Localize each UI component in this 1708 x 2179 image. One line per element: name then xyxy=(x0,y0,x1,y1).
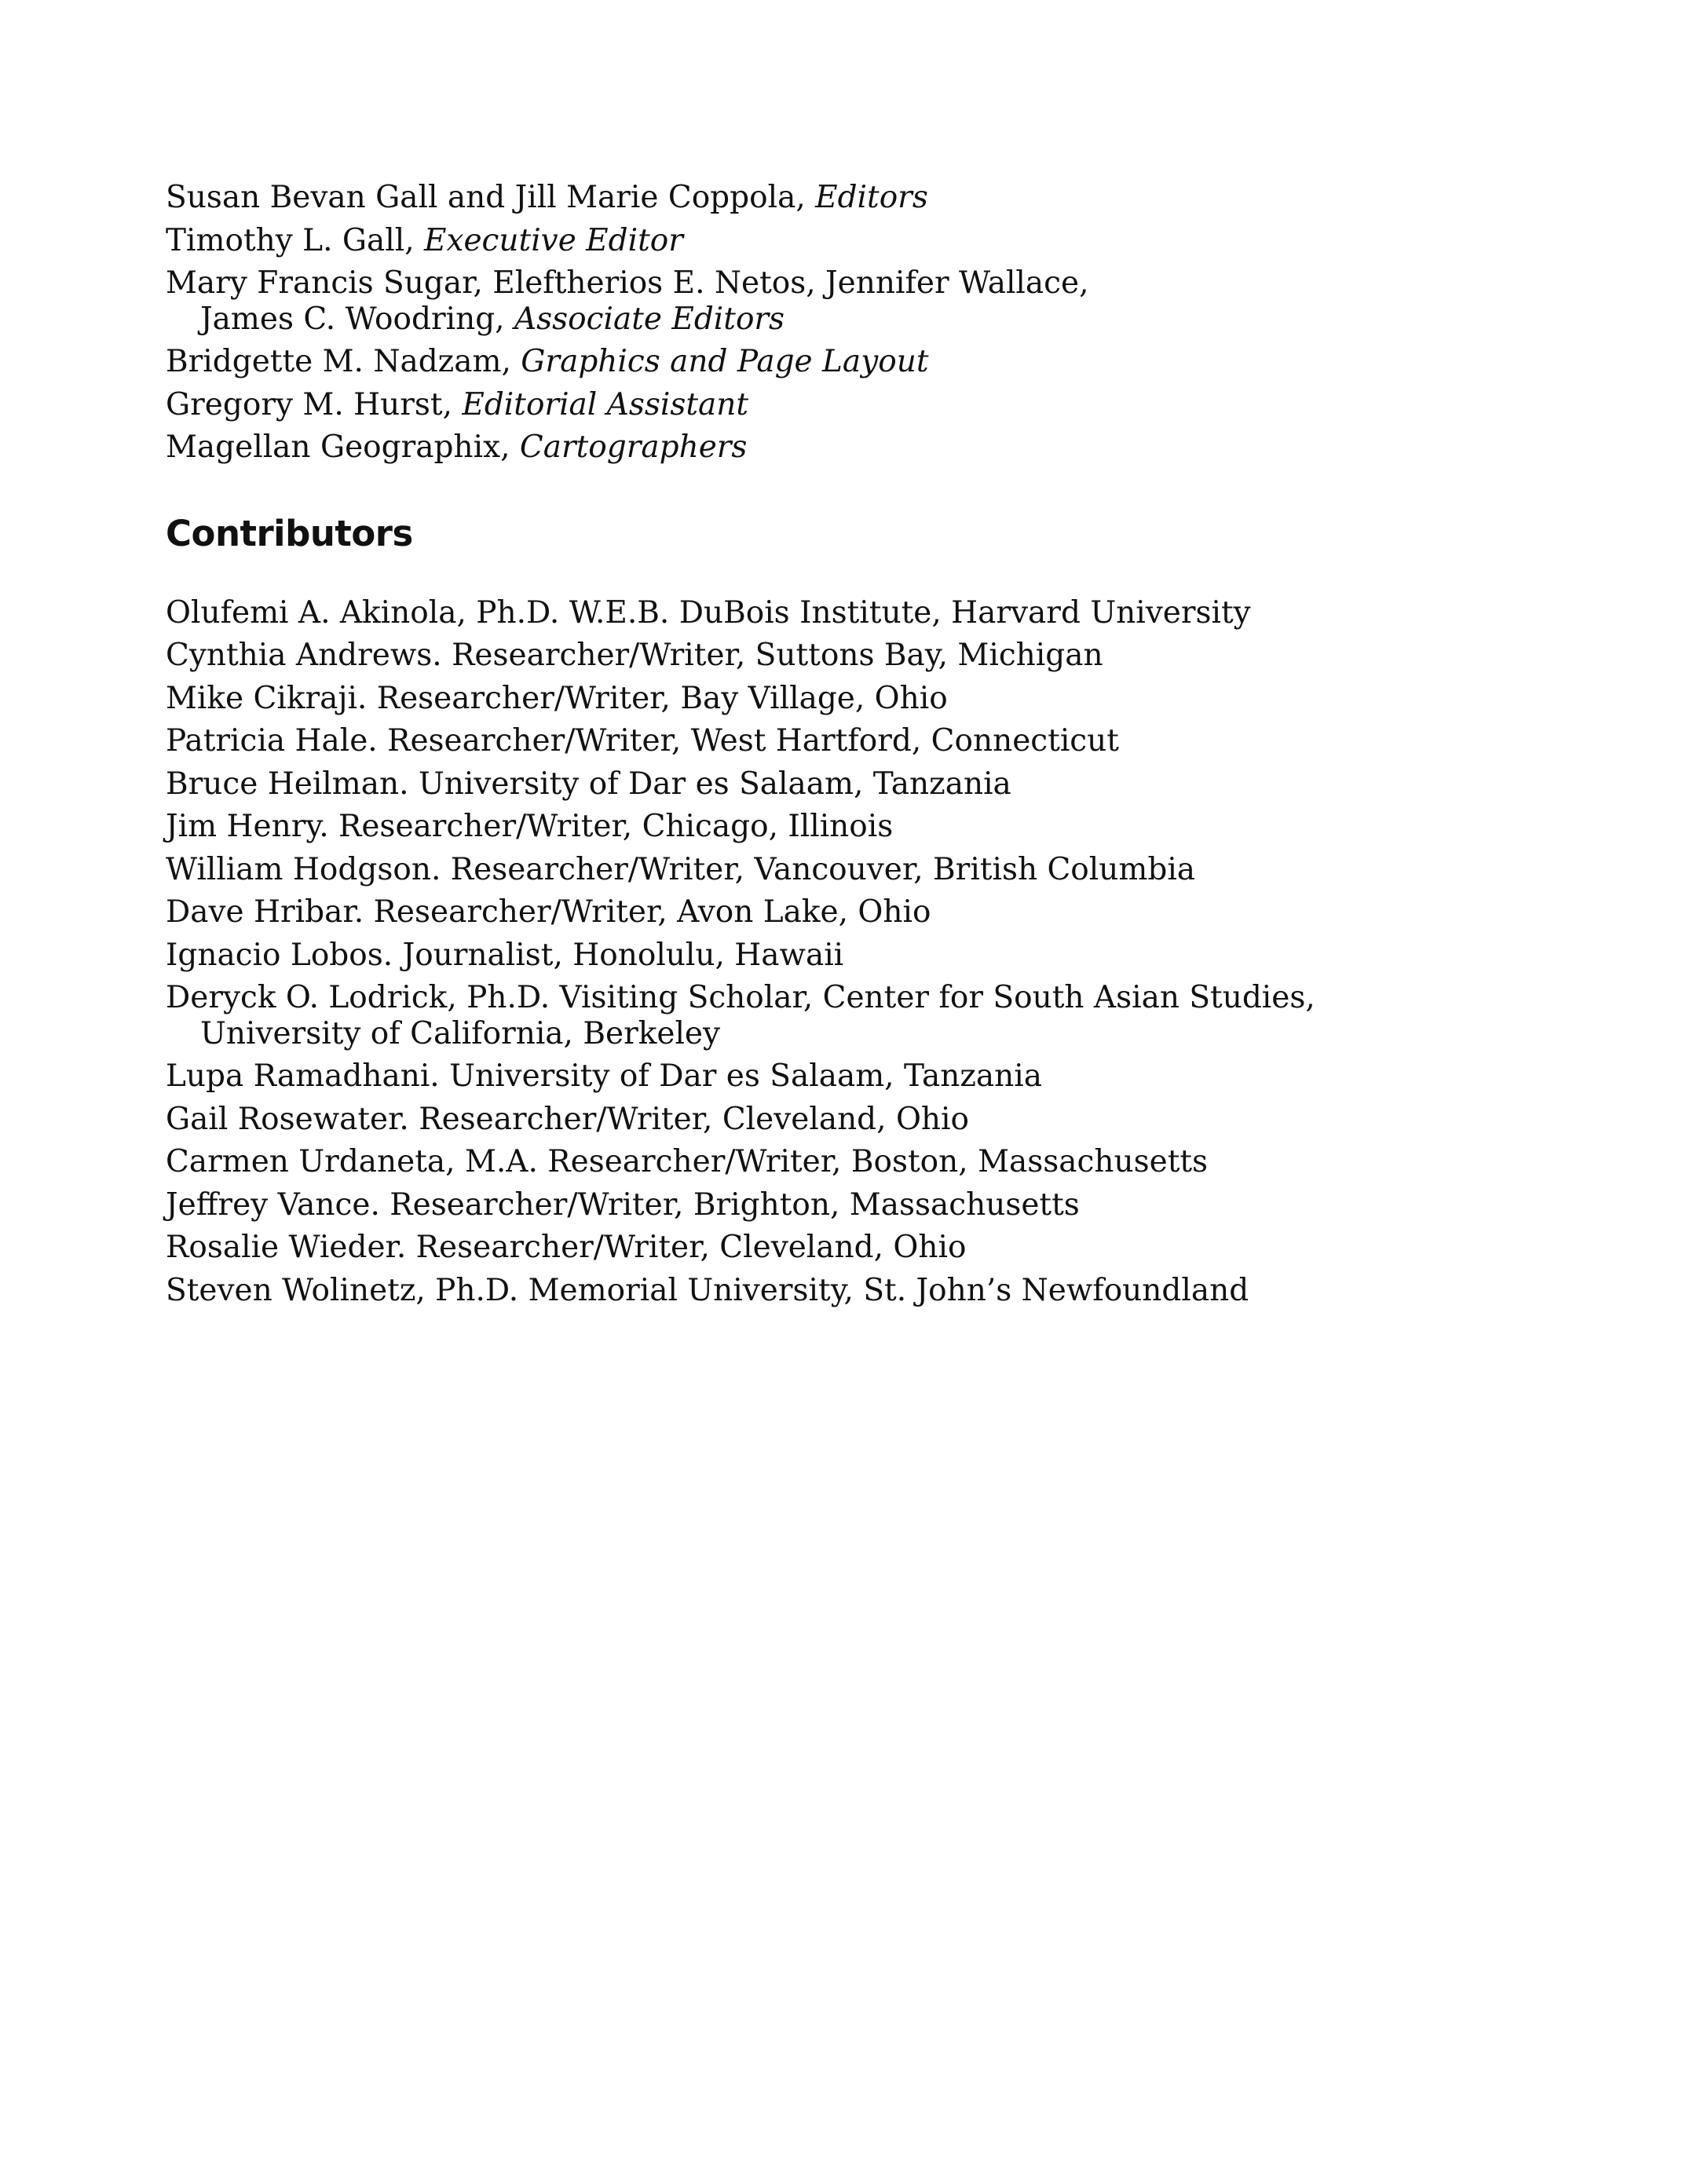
credit-names: Magellan Geographix, xyxy=(166,430,520,465)
contributor-entry: Dave Hribar. Researcher/Writer, Avon Lake, Ohio xyxy=(166,894,931,930)
credit-line xyxy=(166,384,1579,427)
credit-line xyxy=(166,220,1579,263)
credit-names: Timothy L. Gall, xyxy=(166,222,425,258)
credit-names-continued: James C. Woodring, xyxy=(200,302,514,337)
contributor-entry: Mike Cikraji. Researcher/Writer, Bay Village, Ohio xyxy=(166,680,948,716)
contributor-entry: Lupa Ramadhani. University of Dar es Salaam, Tanzania xyxy=(166,1058,1042,1094)
contributor-entry: William Hodgson. Researcher/Writer, Vancouver, British Columbia xyxy=(166,851,1196,887)
credit-role: Executive Editor xyxy=(424,222,683,258)
credit-names: Mary Francis Sugar, Eleftherios E. Netos, Jennifer Wallace, xyxy=(166,265,1089,301)
editorial-credits xyxy=(166,177,1579,470)
credits-page xyxy=(166,177,1579,1312)
contributor-entry: Carmen Urdaneta, M.A. Researcher/Writer, Boston, Massachusetts xyxy=(166,1144,1209,1179)
credit-names: Gregory M. Hurst, xyxy=(166,386,463,422)
contributor-entry: Steven Wolinetz, Ph.D. Memorial University, St. John’s Newfoundland xyxy=(166,1272,1249,1308)
credit-names: Susan Bevan Gall and Jill Marie Coppola, xyxy=(166,180,816,215)
credit-names: Bridgette M. Nadzam, xyxy=(166,344,521,379)
contributor-entry: Cynthia Andrews. Researcher/Writer, Suttons Bay, Michigan xyxy=(166,638,1103,673)
contributor-entry: Jeffrey Vance. Researcher/Writer, Brighton, Massachusetts xyxy=(166,1186,1080,1223)
contributor-entry xyxy=(166,977,1579,1055)
contributors-list xyxy=(166,592,1579,1313)
credit-role: Editorial Assistant xyxy=(462,386,749,422)
credit-line xyxy=(166,262,1579,341)
contributor-text: Deryck O. Lodrick, Ph.D. Visiting Scholar, Center for South Asian Studies, xyxy=(166,980,1315,1015)
credit-line xyxy=(166,426,1579,470)
contributor-entry: Ignacio Lobos. Journalist, Honolulu, Hawaii xyxy=(166,937,844,973)
contributors-heading: Contributors xyxy=(166,512,413,554)
credit-role: Editors xyxy=(815,180,928,215)
credit-role: Graphics and Page Layout xyxy=(521,344,929,379)
contributor-entry: Olufemi A. Akinola, Ph.D. W.E.B. DuBois Institute, Harvard University xyxy=(166,594,1251,631)
credit-line xyxy=(166,177,1579,220)
credit-role: Cartographers xyxy=(519,430,748,465)
contributor-entry: Gail Rosewater. Researcher/Writer, Cleveland, Ohio xyxy=(166,1101,969,1137)
credit-continuation xyxy=(166,302,1579,338)
contributor-continuation: University of California, Berkeley xyxy=(200,1016,721,1051)
contributor-entry: Bruce Heilman. University of Dar es Salaam, Tanzania xyxy=(166,766,1011,802)
contributor-entry: Jim Henry. Researcher/Writer, Chicago, Illinois xyxy=(166,809,894,844)
credit-role: Associate Editors xyxy=(514,302,785,337)
contributor-entry: Rosalie Wieder. Researcher/Writer, Cleveland, Ohio xyxy=(166,1230,967,1265)
contributor-entry: Patricia Hale. Researcher/Writer, West Hartford, Connecticut xyxy=(166,723,1119,759)
credit-line xyxy=(166,341,1579,384)
